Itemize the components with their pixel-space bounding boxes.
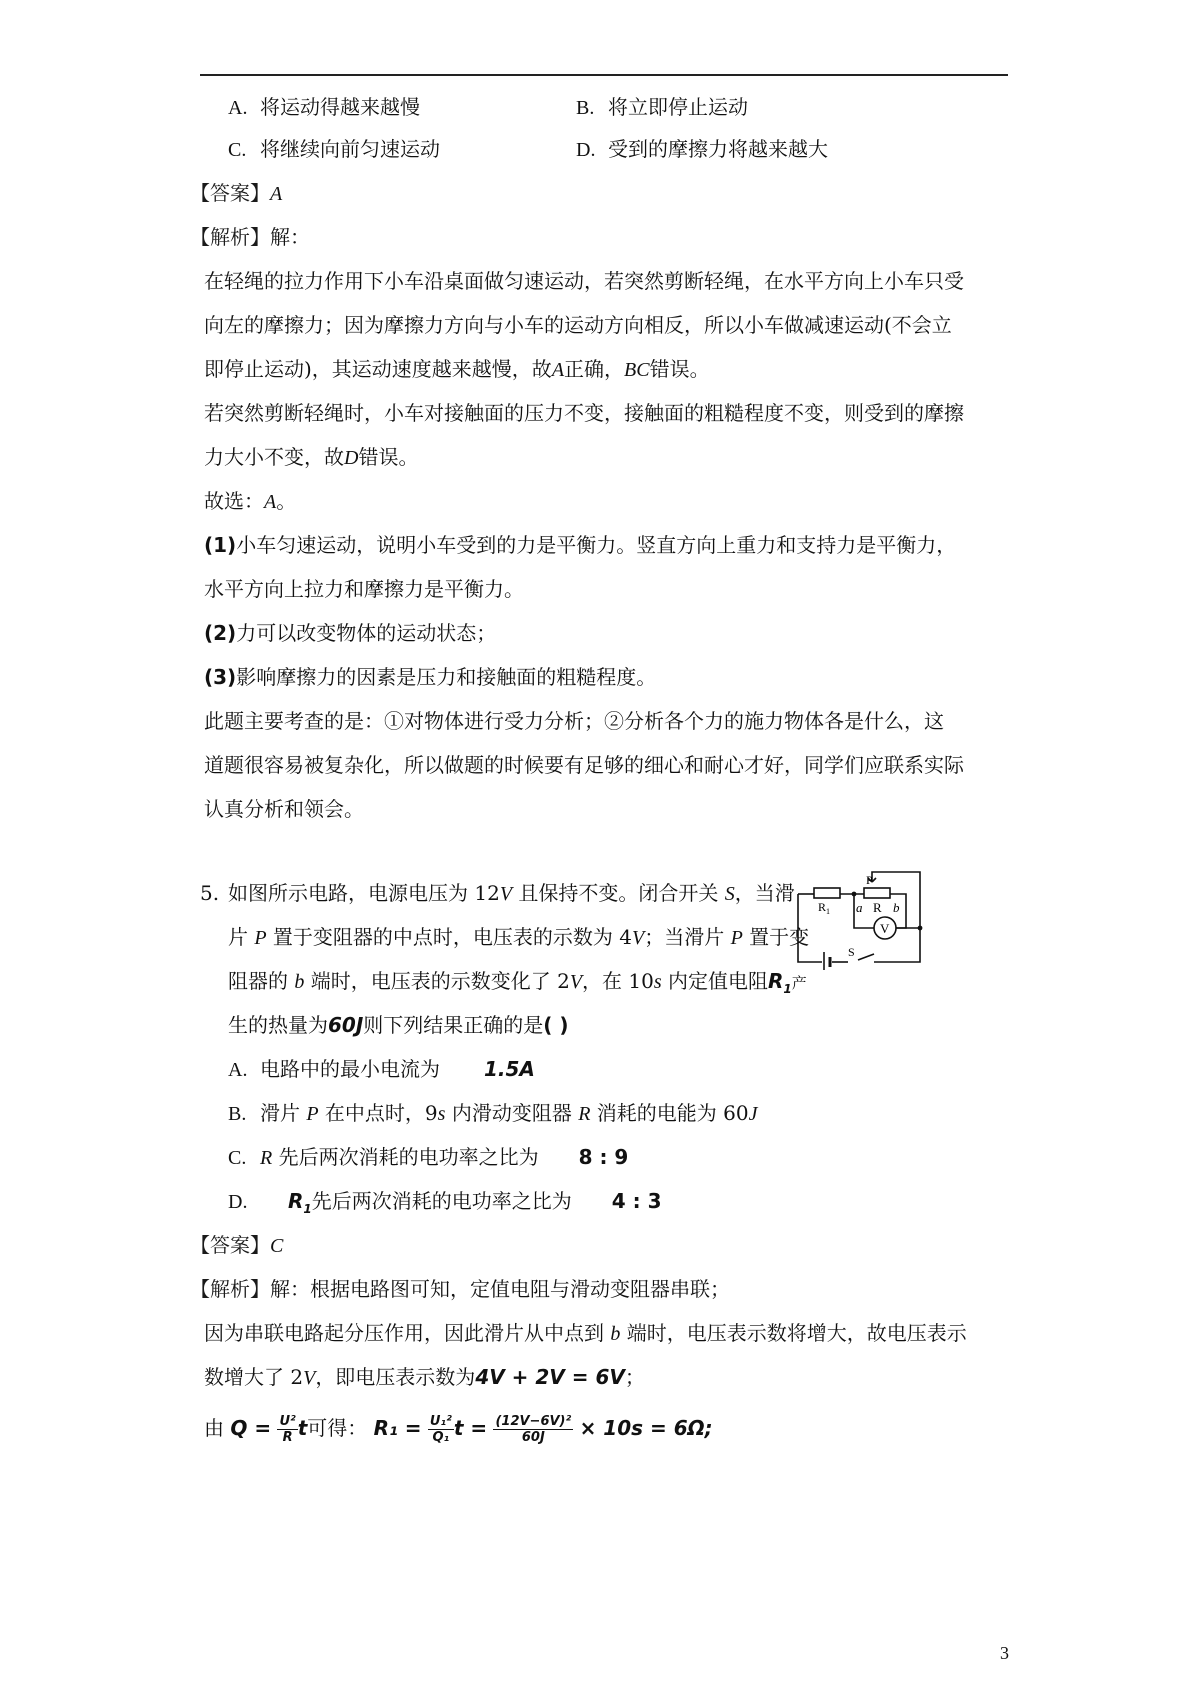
q4-summary-line2: 道题很容易被复杂化，所以做题的时候要有足够的细心和耐心才好，同学们应联系实际 [204, 753, 964, 777]
switch-label: S [848, 945, 855, 959]
r1-label: R [818, 900, 827, 914]
q5-option-d: D. $R_1$先后两次消耗的电功率之比为 4 : 3 [228, 1189, 662, 1216]
q4-answer: 【答案】A [190, 181, 283, 205]
q4-analysis-p1-line2: 向左的摩擦力；因为摩擦力方向与小车的运动方向相反，所以小车做减速运动(不会立 [204, 313, 952, 337]
rheostat [864, 888, 890, 898]
q4-choose: 故选：A。 [204, 489, 297, 513]
q4-analysis-p2-line2: 力大小不变，故D错误。 [204, 445, 419, 469]
q4-knowledge-1-line1: (1)小车匀速运动，说明小车受到的力是平衡力。竖直方向上重力和支持力是平衡力， [204, 533, 957, 557]
r1-sub-label: 1 [826, 907, 830, 916]
q4-analysis-p2-line1: 若突然剪断轻绳时，小车对接触面的压力不变，接触面的粗糙程度不变，则受到的摩擦 [204, 401, 964, 425]
header-rule [200, 74, 1008, 76]
q4-summary-line3: 认真分析和领会。 [204, 797, 364, 821]
q5-option-a: A. 电路中的最小电流为 1.5A [228, 1057, 535, 1081]
q5-stem-line3: 阻器的 b 端时，电压表的示数变化了 2V，在 10s 内定值电阻$R_1$产 [228, 969, 807, 996]
voltmeter-label: V [880, 921, 890, 936]
q5-stem-line1: 如图所示电路，电源电压为 12V 且保持不变。闭合开关 S，当滑 [228, 881, 795, 905]
q5-analysis-formula: 由 Q = $\frac{\text{U²}}{R}$ t可得： R₁ = $\frac{\text{U₁²}}{\text{Q₁}}$ t = $\frac{\text{(12V−6V)²}}{60J}$ × 10s = 6Ω; [204, 1414, 713, 1445]
fraction-u1sq-over-q1: $\frac{\text{U₁²}}{\text{Q₁}}$ [429, 1414, 452, 1445]
q4-analysis-p1-line1: 在轻绳的拉力作用下小车沿桌面做匀速运动，若突然剪断轻绳，在水平方向上小车只受 [204, 269, 964, 293]
slider-p-label: P [866, 873, 873, 887]
q5-stem-line4: 生的热量为60J则下列结果正确的是( ) [228, 1013, 569, 1037]
q4-option-a: A. 将运动得越来越慢 [228, 95, 420, 119]
q4-analysis-heading: 【解析】解： [190, 225, 310, 249]
rheostat-label: R [873, 900, 882, 915]
q4-option-b: B. 将立即停止运动 [576, 95, 748, 119]
fraction-voltage-squared-over-heat: $\frac{\text{(12V−6V)²}}{60J}$ [495, 1414, 572, 1445]
q4-analysis-p1-line3: 即停止运动)，其运动速度越来越慢，故A正确，BC错误。 [204, 357, 710, 381]
q4-option-c: C. 将继续向前匀速运动 [228, 137, 440, 161]
terminal-a-label: a [856, 900, 863, 915]
r1-resistor [814, 888, 840, 898]
q5-analysis-line1: 【解析】解：根据电路图可知，定值电阻与滑动变阻器串联； [190, 1277, 730, 1301]
q5-analysis-line3: 数增大了 2V，即电压表示数为4V + 2V = 6V； [204, 1365, 645, 1389]
q5-option-c: C. R 先后两次消耗的电功率之比为 8 : 9 [228, 1145, 629, 1169]
q4-knowledge-3: (3)影响摩擦力的因素是压力和接触面的粗糙程度。 [204, 665, 657, 689]
fraction-u2-over-r: $\frac{\text{U²}}{R}$ [279, 1414, 296, 1445]
q4-knowledge-1-line2: 水平方向上拉力和摩擦力是平衡力。 [204, 577, 524, 601]
circuit-diagram [796, 866, 926, 976]
q5-analysis-line2: 因为串联电路起分压作用，因此滑片从中点到 b 端时，电压表示数将增大，故电压表示 [204, 1321, 967, 1345]
page-number: 3 [1000, 1643, 1009, 1663]
q5-stem-line2: 片 P 置于变阻器的中点时，电压表的示数为 4V；当滑片 P 置于变 [228, 925, 810, 949]
q5-number: 5. [200, 881, 220, 905]
q5-answer: 【答案】C [190, 1233, 284, 1257]
q4-knowledge-2: (2)力可以改变物体的运动状态； [204, 621, 497, 645]
terminal-b-label: b [893, 900, 900, 915]
q4-option-d: D. 受到的摩擦力将越来越大 [576, 137, 828, 161]
q4-summary-line1: 此题主要考查的是：①对物体进行受力分析；②分析各个力的施力物体各是什么，这 [204, 709, 944, 733]
q5-option-b: B. 滑片 P 在中点时，9s 内滑动变阻器 R 消耗的电能为 60J [228, 1101, 758, 1125]
